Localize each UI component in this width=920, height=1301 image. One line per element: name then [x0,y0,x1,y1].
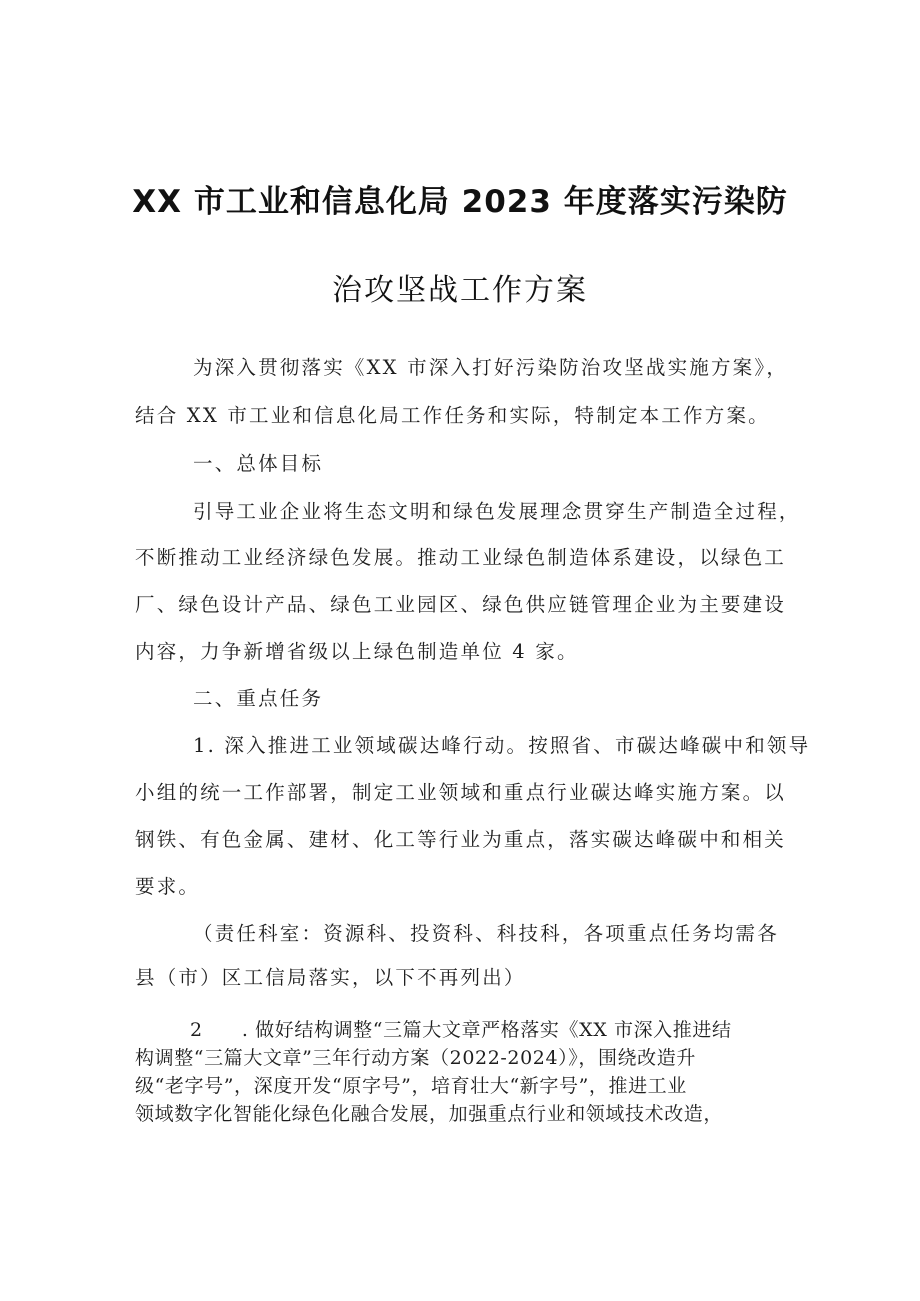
paragraph-line: 厂、绿色设计产品、绿色工业园区、绿色供应链管理企业为主要建设 [135,593,787,616]
paragraph-line: 领域数字化智能化绿色化融合发展，加强重点行业和领域技术改造， [135,1103,724,1125]
paragraph-line: 为深入贯彻落实《XX 市深入打好污染防治攻坚战实施方案》， [193,356,789,379]
paragraph-line: 要求。 [135,875,201,898]
paragraph-line: 小组的统一工作部署，制定工业领域和重点行业碳达峰实施方案。以 [135,781,787,804]
paragraph-line: 级“老字号”，深度开发“原字号”，培育壮大“新字号”，推进工业 [135,1075,687,1097]
paragraph-line: 结合 XX 市工业和信息化局工作任务和实际，特制定本工作方案。 [135,404,770,427]
section-heading: 二、重点任务 [193,687,324,710]
document-title-line1: XX 市工业和信息化局 2023 年度落实污染防 [132,184,788,220]
paragraph-line: 不断推动工业经济绿色发展。推动工业绿色制造体系建设，以绿色工 [135,546,787,569]
section-heading: 一、总体目标 [193,452,324,475]
paragraph-line: 1. 深入推进工业领域碳达峰行动。按照省、市碳达峰碳中和领导 [193,734,811,757]
paragraph-line: 内容，力争新增省级以上绿色制造单位 4 家。 [135,640,579,663]
paragraph-line: （责任科室：资源科、投资科、科技科，各项重点任务均需各 [193,922,779,945]
paragraph-line: 2 . 做好结构调整“三篇大文章严格落实《XX 市深入推进结 [190,1019,732,1041]
paragraph-line: 引导工业企业将生态文明和绿色发展理念贯穿生产制造全过程， [193,500,801,523]
paragraph-line: 县（市）区工信局落实，以下不再列出） [135,966,526,989]
paragraph-line: 钢铁、有色金属、建材、化工等行业为重点，落实碳达峰碳中和相关 [135,828,787,851]
paragraph-line: 构调整“三篇大文章”三年行动方案（2022-2024）》，围绕改造升 [135,1047,696,1069]
document-title-line2: 治攻坚战工作方案 [332,273,588,308]
